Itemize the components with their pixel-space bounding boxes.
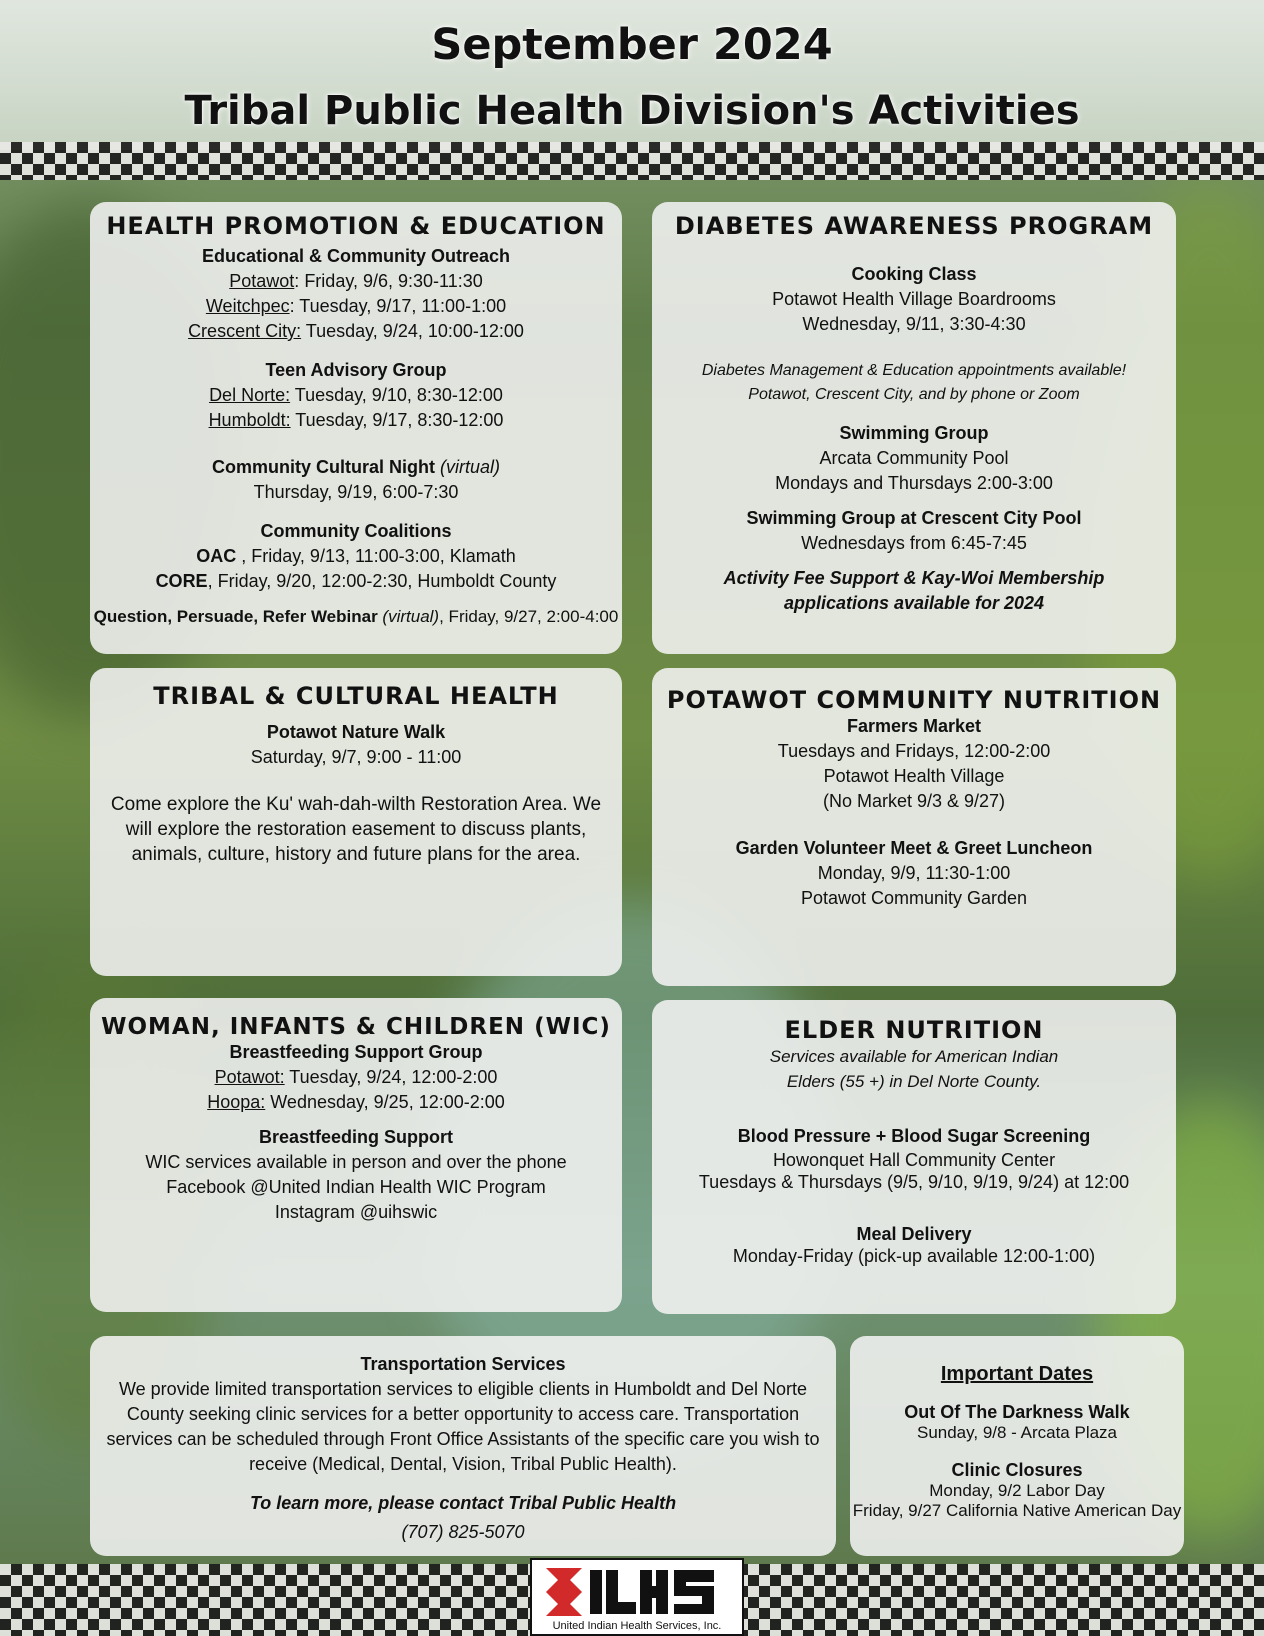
teen-item: Humboldt: Tuesday, 9/17, 8:30-12:00 (208, 410, 504, 430)
panel-title: ELDER NUTRITION (784, 1016, 1044, 1044)
outreach-title: Educational & Community Outreach (201, 246, 511, 266)
screening-title: Blood Pressure + Blood Sugar Screening (737, 1126, 1091, 1146)
swimming-title: Swimming Group (839, 423, 989, 443)
activity-fee-note: applications available for 2024 (783, 593, 1045, 613)
cultural-night-time: Thursday, 9/19, 6:00-7:30 (253, 482, 459, 502)
cooking-class-time: Wednesday, 9/11, 3:30-4:30 (802, 314, 1026, 334)
garden-volunteer-place: Potawot Community Garden (800, 888, 1028, 908)
uihs-logo (530, 1558, 744, 1636)
cooking-class-title: Cooking Class (851, 264, 977, 284)
elder-nutrition-panel (652, 1000, 1176, 1314)
transportation-text: We provide limited transportation services to eligible clients in Humboldt and Del Norte (119, 1379, 807, 1399)
meal-delivery-time: Monday-Friday (pick-up available 12:00-1:00) (732, 1246, 1096, 1266)
cultural-night-title: Community Cultural Night (virtual) (211, 457, 500, 477)
panel-title: POTAWOT COMMUNITY NUTRITION (666, 686, 1162, 714)
farmers-market-title: Farmers Market (846, 716, 982, 736)
diabetes-panel (652, 202, 1176, 654)
transportation-panel (90, 1336, 836, 1556)
farmers-market-note: (No Market 9/3 & 9/27) (822, 791, 1006, 811)
teen-item: Del Norte: Tuesday, 9/10, 8:30-12:00 (209, 385, 503, 405)
swimming-place: Arcata Community Pool (819, 448, 1009, 468)
panel-title: HEALTH PROMOTION & EDUCATION (106, 212, 606, 240)
diabetes-note: Diabetes Management & Education appointments available! (701, 362, 1127, 379)
darkness-walk-time: Sunday, 9/8 - Arcata Plaza (916, 1423, 1118, 1442)
breastfeeding-support-title: Breastfeeding Support (258, 1127, 454, 1147)
important-dates-panel (850, 1336, 1184, 1556)
panel-title: WOMAN, INFANTS & CHILDREN (WIC) (101, 1014, 611, 1040)
swimming-time: Mondays and Thursdays 2:00-3:00 (775, 473, 1053, 493)
clinic-closures-title: Clinic Closures (951, 1460, 1083, 1480)
core-item: CORE, Friday, 9/20, 12:00-2:30, Humboldt County (155, 571, 557, 591)
outreach-item: Potawot: Friday, 9/6, 9:30-11:30 (229, 271, 483, 291)
darkness-walk-title: Out Of The Darkness Walk (904, 1402, 1130, 1422)
nature-walk-description: Come explore the Ku' wah-dah-wilth Restoration Area. We (110, 794, 602, 815)
top-pattern-band (0, 142, 1264, 180)
qpr-item: Question, Persuade, Refer Webinar (virtual), Friday, 9/27, 2:00-4:00 (93, 607, 619, 626)
screening-place: Howonquet Hall Community Center (772, 1150, 1056, 1170)
activity-fee-note: Activity Fee Support & Kay-Woi Membership (723, 568, 1105, 588)
garden-volunteer-time: Monday, 9/9, 11:30-1:00 (817, 863, 1011, 883)
clinic-closure-item: Friday, 9/27 California Native American Day (852, 1501, 1182, 1520)
diabetes-note: Potawot, Crescent City, and by phone or Zoom (748, 386, 1080, 403)
swimming-cc-title: Swimming Group at Crescent City Pool (746, 508, 1082, 528)
garden-volunteer-title: Garden Volunteer Meet & Greet Luncheon (735, 838, 1093, 858)
page-title: Tribal Public Health Division's Activities (184, 88, 1080, 134)
logo-caption: United Indian Health Services, Inc. (552, 1620, 722, 1632)
outreach-item: Crescent City: Tuesday, 9/24, 10:00-12:00 (188, 321, 524, 341)
swimming-cc-time: Wednesdays from 6:45-7:45 (801, 533, 1027, 553)
breastfeeding-support-line: WIC services available in person and over the phone (145, 1152, 567, 1172)
farmers-market-time: Tuesdays and Fridays, 12:00-2:00 (777, 741, 1051, 761)
transportation-contact: To learn more, please contact Tribal Public Health (249, 1493, 677, 1513)
teen-advisory-title: Teen Advisory Group (265, 360, 447, 380)
breastfeeding-support-line: Facebook @United Indian Health WIC Program (166, 1177, 546, 1197)
breastfeeding-group-item: Potawot: Tuesday, 9/24, 12:00-2:00 (214, 1067, 498, 1087)
wic-panel (90, 998, 622, 1312)
panel-title: TRIBAL & CULTURAL HEALTH (153, 682, 559, 710)
breastfeeding-support-line: Instagram @uihswic (274, 1202, 438, 1222)
outreach-item: Weitchpec: Tuesday, 9/17, 11:00-1:00 (205, 296, 507, 316)
oac-item: OAC , Friday, 9/13, 11:00-3:00, Klamath (196, 546, 516, 566)
breastfeeding-group-item: Hoopa: Wednesday, 9/25, 12:00-2:00 (207, 1092, 505, 1112)
nature-walk-description: will explore the restoration easement to discuss plants, (125, 819, 587, 840)
uihs-logo-mark (542, 1566, 734, 1618)
transportation-text: receive (Medical, Dental, Vision, Tribal Public Health). (249, 1454, 677, 1474)
health-promotion-panel (90, 202, 622, 654)
elder-intro: Services available for American Indian (769, 1047, 1059, 1066)
nature-walk-description: animals, culture, history and future plans for the area. (131, 844, 581, 865)
transportation-phone[interactable]: (707) 825-5070 (401, 1522, 525, 1542)
transportation-text: County seeking clinic services for a better opportunity to access care. Transportation (126, 1404, 800, 1424)
nature-walk-title: Potawot Nature Walk (266, 722, 446, 742)
breastfeeding-group-title: Breastfeeding Support Group (229, 1042, 483, 1062)
meal-delivery-title: Meal Delivery (856, 1224, 972, 1244)
screening-time: Tuesdays & Thursdays (9/5, 9/10, 9/19, 9/24) at 12:00 (698, 1172, 1130, 1192)
clinic-closure-item: Monday, 9/2 Labor Day (929, 1481, 1105, 1500)
important-dates-title: Important Dates (940, 1363, 1094, 1385)
panel-title: DIABETES AWARENESS PROGRAM (674, 212, 1154, 240)
elder-intro: Elders (55 +) in Del Norte County. (786, 1072, 1042, 1091)
transportation-text: services can be scheduled through Front Office Assistants of the specific care you wish to (106, 1429, 820, 1449)
cooking-class-place: Potawot Health Village Boardrooms (772, 289, 1056, 309)
nature-walk-time: Saturday, 9/7, 9:00 - 11:00 (250, 747, 462, 767)
tribal-cultural-panel (90, 668, 622, 976)
coalitions-title: Community Coalitions (260, 521, 452, 541)
page-title-month: September 2024 (431, 20, 833, 70)
transportation-title: Transportation Services (360, 1354, 566, 1374)
farmers-market-place: Potawot Health Village (823, 766, 1005, 786)
community-nutrition-panel (652, 668, 1176, 986)
